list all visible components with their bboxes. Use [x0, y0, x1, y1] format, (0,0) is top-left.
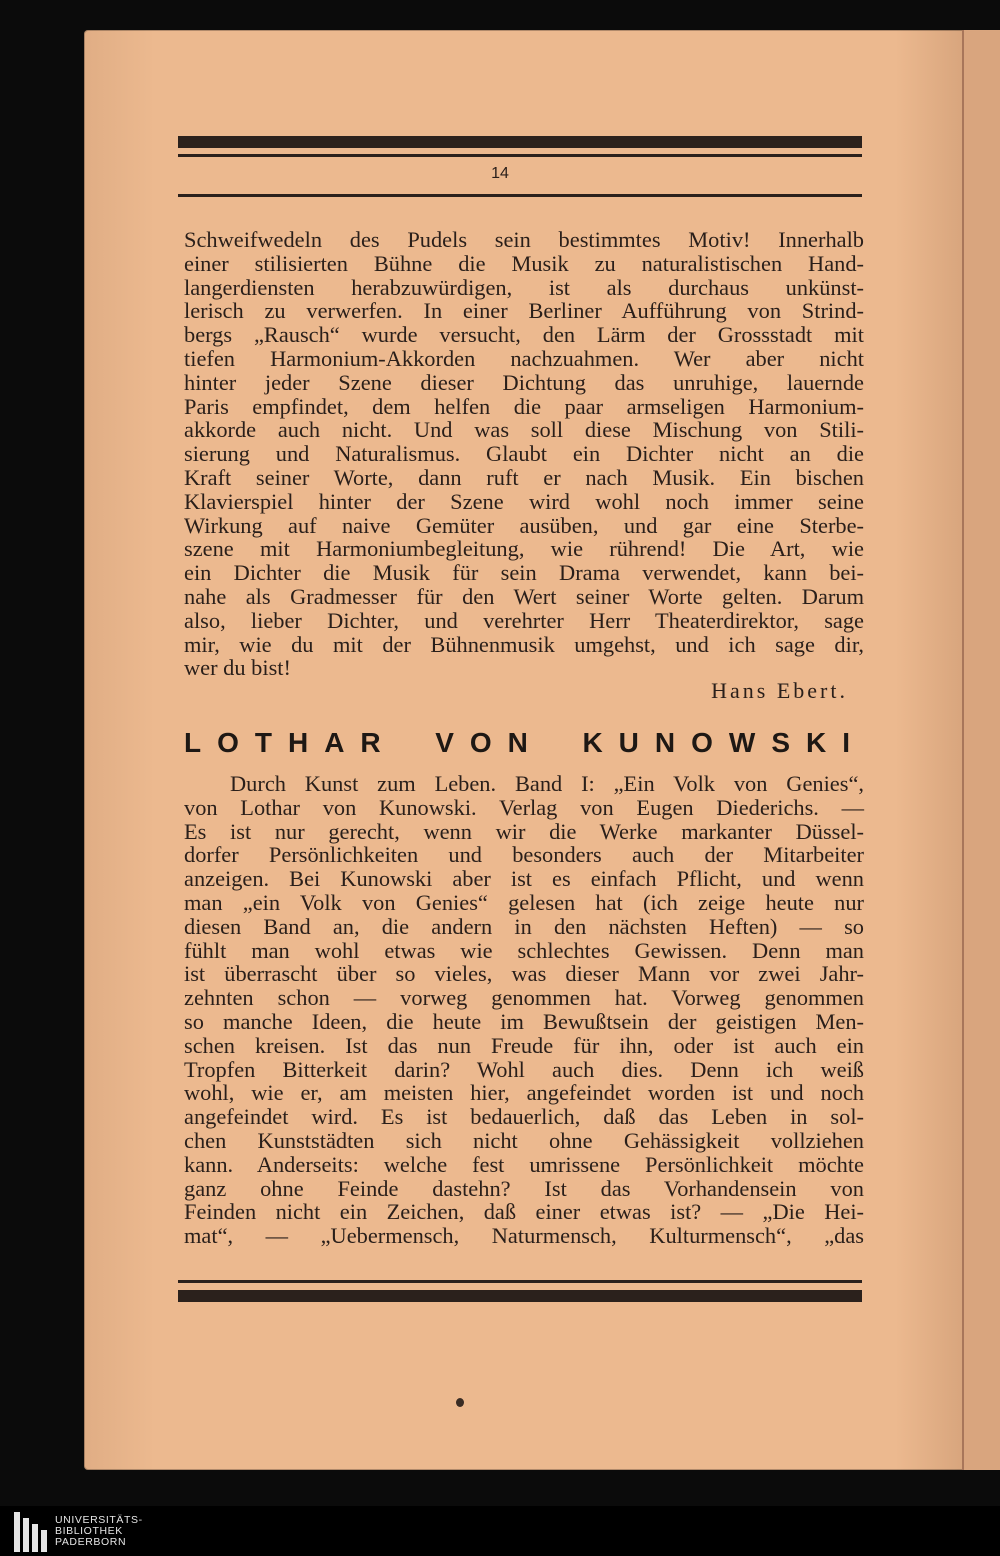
text-line: hinter jeder Szene dieser Dichtung das unruhige, lauernde	[184, 369, 864, 395]
header-rule-thin	[178, 154, 862, 157]
text-line: anzeigen. Bei Kunowski aber ist es einfach Pflicht, und wenn	[184, 866, 864, 892]
text-line: Kraft seiner Worte, dann ruft er nach Musik. Ein bischen	[184, 464, 864, 490]
text-line: bergs „Rausch“ wurde versucht, den Lärm der Grossstadt mit	[184, 322, 864, 348]
section-heading: LOTHAR VON KUNOWSKI	[184, 727, 866, 758]
text-line: tiefen Harmonium-Akkorden nachzuahmen. Wer aber nicht	[184, 345, 864, 371]
text-line: mat“, — „Uebermensch, Naturmensch, Kulturmensch“, „das	[184, 1223, 864, 1249]
text-line: so manche Ideen, die heute im Bewußtsein der geistigen Men-	[184, 1008, 864, 1034]
text-line: man „ein Volk von Genies“ gelesen hat (ich zeige heute nur	[184, 889, 864, 915]
library-logo-text	[55, 1512, 143, 1548]
ink-dot	[456, 1398, 464, 1407]
header-rule-lower	[178, 194, 862, 197]
text-line: also, lieber Dichter, und verehrter Herr Theaterdirektor, sage	[184, 607, 864, 633]
text-line: kann. Anderseits: welche fest umrissene Persönlichkeit möchte	[184, 1151, 864, 1177]
text-line: ganz ohne Feinde dastehn? Ist das Vorhandensein von	[184, 1175, 864, 1201]
text-line: sierung und Naturalismus. Glaubt ein Dichter nicht an die	[184, 441, 864, 467]
footer-rule-thin	[178, 1280, 862, 1283]
text-line: Es ist nur gerecht, wenn wir die Werke markanter Düssel-	[184, 818, 864, 844]
logo-text-line: PADERBORN	[55, 1536, 127, 1548]
text-line: wohl, wie er, am meisten hier, angefeindet worden ist und noch	[184, 1080, 864, 1106]
paragraph-2	[184, 772, 864, 1248]
text-line: diesen Band an, die andern in den nächsten Heften) — so	[184, 913, 864, 939]
paragraph-1	[184, 228, 864, 680]
text-line: Klavierspiel hinter der Szene wird wohl noch immer seine	[184, 488, 864, 514]
text-line: ist überrascht über so vieles, was dieser Mann vor zwei Jahr-	[184, 961, 864, 987]
text-line: szene mit Harmoniumbegleitung, wie rührend! Die Art, wie	[184, 536, 864, 562]
text-line: fühlt man wohl etwas wie schlechtes Gewissen. Denn man	[184, 937, 864, 963]
text-line: langerdiensten herabzuwürdigen, ist als durchaus unkünst-	[184, 274, 864, 300]
author-signature: Hans Ebert.	[711, 678, 848, 703]
text-line: Schweifwedeln des Pudels sein bestimmtes Motiv! Innerhalb	[184, 227, 864, 252]
text-line: chen Kunststädten sich nicht ohne Gehässigkeit vollziehen	[184, 1127, 864, 1153]
text-line: angefeindet wird. Es ist bedauerlich, daß das Leben in sol-	[184, 1104, 864, 1130]
header-rule-thick	[178, 136, 862, 148]
text-line: nahe als Gradmesser für den Wert seiner Worte gelten. Darum	[184, 583, 864, 609]
text-line: Durch Kunst zum Leben. Band I: „Ein Volk von Genies“,	[230, 771, 864, 796]
text-line: dorfer Persönlichkeiten und besonders auch der Mitarbeiter	[184, 842, 864, 868]
text-line: Feinden nicht ein Zeichen, daß einer etwas ist? — „Die Hei-	[184, 1199, 864, 1225]
text-line: Tropfen Bitterkeit darin? Wohl auch dies. Denn ich weiß	[184, 1056, 864, 1082]
footer-rule-thick	[178, 1290, 862, 1302]
text-line: lerisch zu verwerfen. In einer Berliner Aufführung von Strind-	[184, 298, 864, 324]
text-line: einer stilisierten Bühne die Musik zu naturalistischen Hand-	[184, 250, 864, 276]
page-number: 14	[491, 165, 509, 182]
logo-text-line: BIBLIOTHEK	[55, 1525, 123, 1537]
text-line: Paris empfindet, dem helfen die paar armseligen Harmonium-	[184, 393, 864, 419]
text-line: akkorde auch nicht. Und was soll diese Mischung von Stili-	[184, 417, 864, 443]
text-line: mir, wie du mit der Bühnenmusik umgehst, und ich sage dir,	[184, 631, 864, 657]
text-line: wer du bist!	[184, 655, 291, 681]
text-line: von Lothar von Kunowski. Verlag von Eugen Diederichs. —	[184, 794, 864, 820]
text-line: schen kreisen. Ist das nun Freude für ihn, oder ist auch ein	[184, 1032, 864, 1058]
text-line: zehnten schon — vorweg genommen hat. Vorweg genommen	[184, 985, 864, 1011]
facing-page-edge	[962, 30, 1000, 1470]
text-line: ein Dichter die Musik für sein Drama verwendet, kann bei-	[184, 560, 864, 586]
text-line: Wirkung auf naive Gemüter ausüben, und gar eine Sterbe-	[184, 512, 864, 538]
library-logo	[14, 1512, 143, 1552]
library-logo-icon	[14, 1512, 47, 1552]
logo-text-line: UNIVERSITÄTS-	[55, 1514, 143, 1526]
library-footer	[0, 1506, 1000, 1556]
